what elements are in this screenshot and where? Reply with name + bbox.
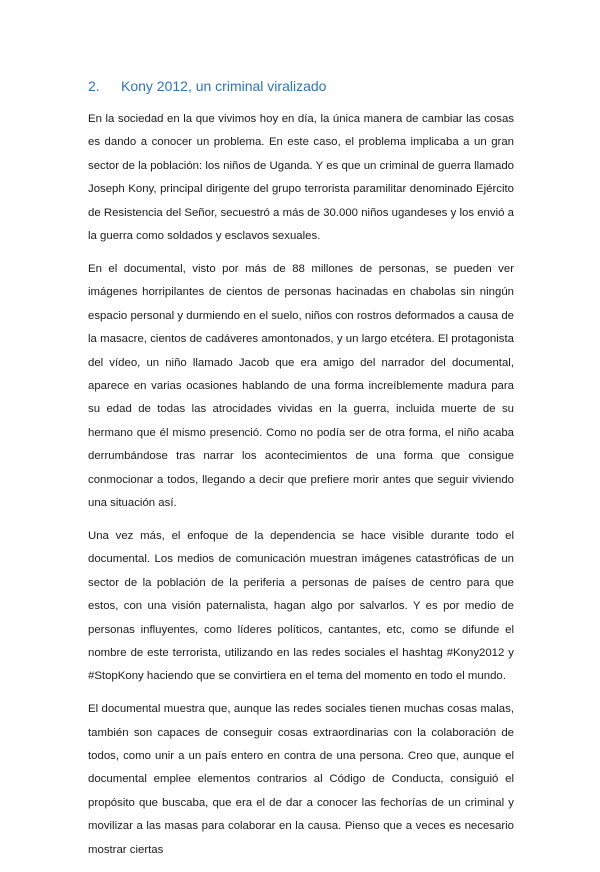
paragraph: Una vez más, el enfoque de la dependencia se hace visible durante todo el documental. Los medios de comunicación muestran imágenes catastróficas de un sector de la población de la periferia a personas de países de centro para que estos, con una visión paternalista, hagan algo por salvarlos. Y es por medio de personas influyentes, como líderes políticos, cantantes, etc, como se difunde el nombre de este terrorista, utilizando en las redes sociales el hashtag #Kony2012 y #StopKony haciendo que se convirtiera en el tema del momento en todo el mundo. — [88, 529, 514, 683]
section-number: 2. — [88, 78, 100, 94]
section-heading — [88, 77, 326, 95]
paragraph: En la sociedad en la que vivimos hoy en día, la única manera de cambiar las cosas es dando a conocer un problema. En este caso, el problema implicaba a un gran sector de la población: los niños de Uganda. Y es que un criminal de guerra llamado Joseph Kony, principal dirigente del grupo terrorista paramilitar denominado Ejército de Resistencia del Señor, secuestró a más de 30.000 niños ugandeses y los envió a la guerra como soldados y esclavos sexuales. — [88, 113, 514, 243]
paragraph: En el documental, visto por más de 88 millones de personas, se pueden ver imágenes horripilantes de cientos de personas hacinadas en chabolas sin ningún espacio personal y durmiendo en el suelo, niños con rostros deformados a causa de la masacre, cientos de cadáveres amontonados, y un largo etcétera. El protagonista del vídeo, un niño llamado Jacob que era amigo del narrador del documental, aparece en varias ocasiones hablando de una forma increíblemente madura para su edad de todas las atrocidades vividas en la guerra, incluida muerte de su hermano que él mismo presenció. Como no podía ser de otra forma, el niño acaba derrumbándose tras narrar los acontecimientos de una forma que consigue conmocionar a todos, llegando a decir que prefiere morir antes que seguir viviendo una situación así. — [88, 262, 514, 509]
body-text — [88, 108, 514, 872]
section-title: Kony 2012, un criminal viralizado — [121, 78, 327, 94]
paragraph: El documental muestra que, aunque las redes sociales tienen muchas cosas malas, también son capaces de conseguir cosas extraordinarias con la colaboración de todos, como unir a un país entero en contra de una persona. Creo que, aunque el documental emplee elementos contrarios al Código de Conducta, consiguió el propósito que buscaba, que era el de dar a conocer las fechorías de un criminal y movilizar a las masas para colaborar en la causa. Pienso que a veces es necesario mostrar ciertas — [88, 703, 514, 856]
